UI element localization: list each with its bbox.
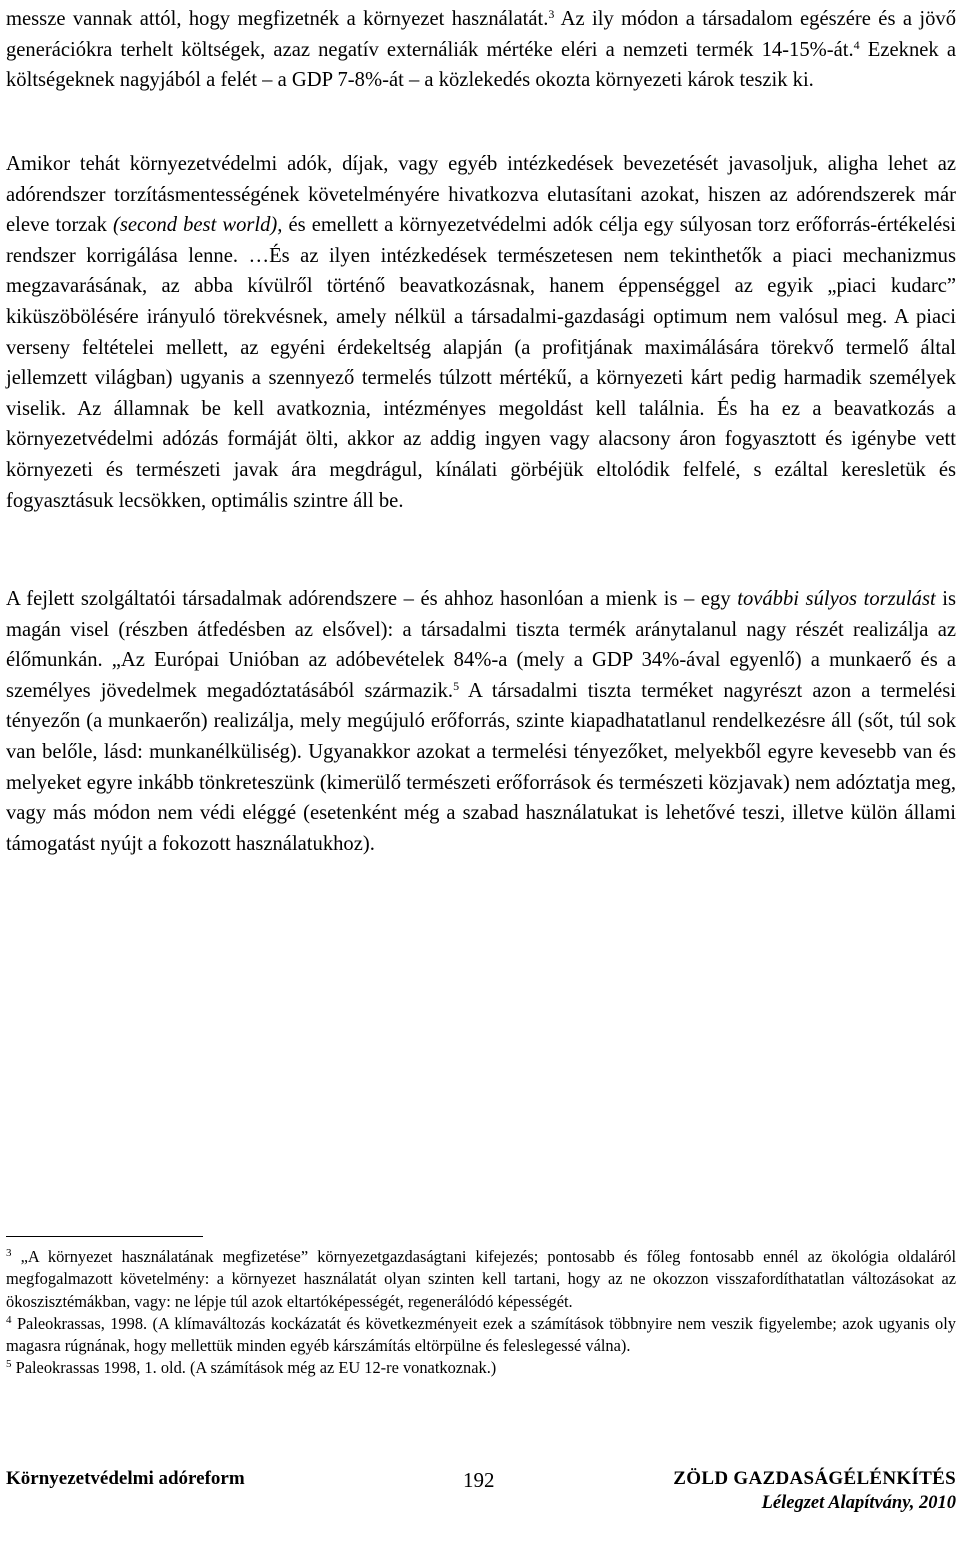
page-footer: [6, 1468, 956, 1548]
paragraph-3-italic: további súlyos torzulást: [737, 588, 936, 610]
page-number: 192: [463, 1468, 495, 1492]
footnote-divider: [6, 1236, 203, 1237]
footnote-text: „A környezet használatának megfizetése” környezetgazdaságtani kifejezés; pontosabb és főleg fontosabb ennél az ökológia oldaláról megfogalmazott követelmény: a környezet használatát olyan szinten kell tartani, hogy az ne okozzon visszafordíthatatlan változásokat az ökoszisztémákban, vagy: ne lépje túl azok eltartóképességét, regenerálódó képességét.: [6, 1247, 956, 1311]
paragraph-3-text-b: is magán visel (részben átfedésben az elsővel): a társadalmi tiszta termék aránytalanul nagy részét realizálja az élőmunkán. „Az Európai Unióban az adóbevételek 84%-a (mely a GDP 34%-ával egyenlő) a munkaerő és a személyes jövedelmek megadóztatásából származik.: [6, 588, 957, 702]
footnote-text: Paleokrassas, 1998. (A klímaváltozás kockázatát és következményeit ezek a számítások többnyire nem veszik figyelembe; azok ugyanis oly magasra rúgnának, hogy mellettük minden egyéb kárszámítás eltörpülne és feleslegessé válna).: [6, 1313, 956, 1356]
footnotes: [6, 1236, 956, 1380]
footnote-4: [6, 1313, 956, 1358]
paragraph-2-italic: (second best world),: [113, 214, 283, 237]
paragraph-3-text-a: A fejlett szolgáltatói társadalmak adórendszere – és ahhoz hasonlóan a mienk is – egy: [6, 588, 738, 610]
paragraph-2-text-b: és emellett a környezetvédelmi adók célja egy súlyosan torz erőforrás-értékelési rendszer korrigálása lenne. …És az ilyen intézkedések természetesen nem tekinthetők a piaci mechanizmus megzavarásának, az abba kívülről történő beavatkozásnak, hanem éppenséggel az egyik „piaci kudarc” kiküszöbölésére irányuló törekvésnek, amely nélkül a társadalmi-gazdasági optimum nem valósul meg. A piaci verseny feltételei mellett, az egyéni érdekeltség alapján (a profitjának maximálására törekvő termelő által jellemzett világban) ugyanis a szennyező termelés túlzott mértékű, a környezeti kárt pedig harmadik személyek viselik. Az államnak be kell avatkoznia, intézményes megoldást kell találnia. És ha ez a beavatkozás a környezetvédelmi adózás formáját ölti, akkor az addig ingyen vagy alacsony áron fogyasztott és igénybe vett környezeti és természeti javak ára megdrágul, kínálati görbéjük eltolódik felfelé, s ezáltal keresletük és fogyasztásuk lecsökken, optimális szintre áll be.: [6, 214, 956, 512]
footnote-number: 4: [6, 1313, 12, 1326]
paragraph-1-text-a: messze vannak attól, hogy megfizetnék a környezet használatát.: [6, 8, 549, 30]
footnote-ref-5[interactable]: 5: [453, 678, 460, 693]
footnote-ref-3[interactable]: 3: [548, 7, 555, 21]
paragraph-1-text-b: Az ily módon a társadalom egészére és a jövő generációkra terhelt költségek, azaz negatív externáliák mértéke eléri a nemzeti termék 14-15%-át.: [6, 8, 956, 61]
footer-document-title: Környezetvédelmi adóreform: [6, 1468, 245, 1489]
paragraph-1: [6, 4, 956, 96]
paragraph-1-text-c: Ezeknek a költségeknek nagyjából a felét – a GDP 7-8%-át – a közlekedés okozta környezeti károk teszik ki.: [6, 38, 956, 92]
paragraph-2: [6, 149, 956, 516]
paragraph-2-text-a: Amikor tehát környezetvédelmi adók, díjak, vagy egyéb intézkedések bevezetését javasoljuk, aligha lehet az adórendszer torzításmentességének követelményére hivatkozva elutasítani azokat, hiszen az adórendszerek már eleve torzak: [6, 153, 956, 237]
footnote-5: [6, 1357, 956, 1379]
footnote-text: Paleokrassas 1998, 1. old. (A számítások még az EU 12-re vonatkoznak.): [11, 1358, 497, 1378]
footnote-ref-4[interactable]: 4: [853, 37, 860, 52]
footnote-number: 3: [6, 1247, 12, 1259]
footer-series-title: ZÖLD GAZDASÁGÉLÉNKÍTÉS: [673, 1468, 956, 1489]
footnote-3: [6, 1246, 956, 1313]
footer-publisher: Lélegzet Alapítvány, 2010: [761, 1493, 956, 1513]
paragraph-3-text-c: A társadalmi tiszta terméket nagyrészt azon a termelési tényezőn (a munkaerőn) realizálja, mely megújuló erőforrás, szinte kiapadhatatlanul rendelkezésre áll (sőt, túl sok van belőle, lásd: munkanélküliség). Ugyanakkor azokat a termelési tényezőket, melyekből egyre kevesebb van és melyeket egyre inkább tönkreteszünk (kimerülő természeti erőforrások és természeti közjavak) nem adóztatja meg, vagy más módon nem védi eléggé (esetenként még a szabad használatukat is lehetővé teszi, illetve külön állami támogatást nyújt a fokozott használatukhoz).: [6, 679, 956, 855]
paragraph-3: [6, 584, 956, 859]
footnote-number: 5: [6, 1358, 12, 1371]
